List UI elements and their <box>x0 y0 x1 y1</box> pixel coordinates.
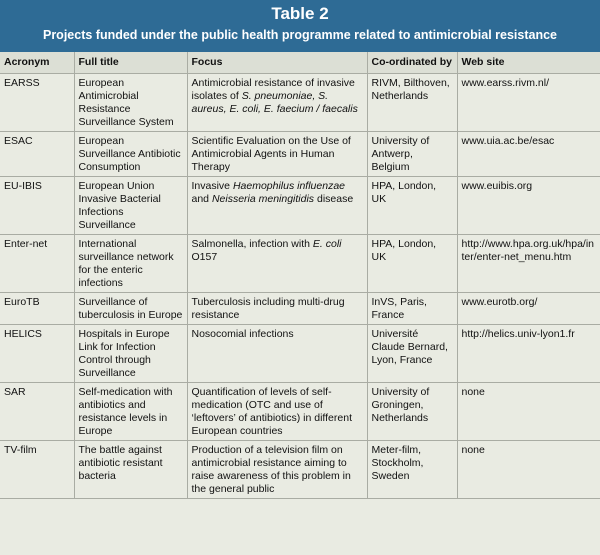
cell-web-site: http://helics.univ-lyon1.fr <box>457 325 600 383</box>
table-row <box>0 441 600 499</box>
table-row <box>0 177 600 235</box>
focus-text: Tuberculosis including multi-drug resistance <box>191 296 345 321</box>
cell-acronym: ESAC <box>0 132 74 177</box>
cell-focus <box>187 177 367 235</box>
cell-web-site: none <box>457 441 600 499</box>
cell-focus <box>187 132 367 177</box>
cell-coordinated-by: RIVM, Bilthoven, Netherlands <box>367 74 457 132</box>
cell-focus <box>187 74 367 132</box>
cell-coordinated-by: University of Groningen, Netherlands <box>367 383 457 441</box>
cell-coordinated-by: HPA, London, UK <box>367 177 457 235</box>
cell-full-title: European Union Invasive Bacterial Infections Surveillance <box>74 177 187 235</box>
cell-acronym: EARSS <box>0 74 74 132</box>
focus-text: Antimicrobial resistance of invasive isolates of <box>191 77 355 102</box>
cell-acronym: TV-film <box>0 441 74 499</box>
table-body <box>0 74 600 499</box>
cell-acronym: HELICS <box>0 325 74 383</box>
focus-text: Salmonella, infection with <box>191 238 313 250</box>
table-header <box>0 0 600 52</box>
cell-acronym: EuroTB <box>0 293 74 325</box>
cell-full-title: Surveillance of tuberculosis in Europe <box>74 293 187 325</box>
column-header-focus: Focus <box>187 52 367 74</box>
cell-acronym: Enter-net <box>0 235 74 293</box>
focus-italic-text: Neisseria meningitidis <box>211 193 315 205</box>
cell-focus <box>187 325 367 383</box>
column-header-web-site: Web site <box>457 52 600 74</box>
focus-text: Nosocomial infections <box>191 328 294 340</box>
cell-full-title: European Antimicrobial Resistance Surveillance System <box>74 74 187 132</box>
focus-text: disease <box>314 193 354 205</box>
focus-text: and <box>191 193 212 205</box>
header-row <box>0 52 600 74</box>
column-header-coordinated-by: Co-ordinated by <box>367 52 457 74</box>
table-row <box>0 293 600 325</box>
cell-web-site: www.euibis.org <box>457 177 600 235</box>
cell-coordinated-by: University of Antwerp, Belgium <box>367 132 457 177</box>
cell-focus <box>187 383 367 441</box>
cell-web-site: http://www.hpa.org.uk/hpa/inter/enter-net_menu.htm <box>457 235 600 293</box>
cell-full-title: The battle against antibiotic resistant bacteria <box>74 441 187 499</box>
table-title: Table 2 <box>271 4 329 23</box>
cell-focus <box>187 293 367 325</box>
cell-full-title: European Surveillance Antibiotic Consumption <box>74 132 187 177</box>
table-row <box>0 74 600 132</box>
focus-text: O157 <box>191 251 218 263</box>
cell-web-site: www.eurotb.org/ <box>457 293 600 325</box>
focus-italic-text: Haemophilus influenzae <box>232 180 346 192</box>
cell-web-site: www.uia.ac.be/esac <box>457 132 600 177</box>
focus-text: Quantification of levels of self-medication (OTC and use of ‘leftovers’ of antibiotics) in different European countries <box>191 386 352 437</box>
cell-full-title: Self-medication with antibiotics and resistance levels in Europe <box>74 383 187 441</box>
cell-coordinated-by: InVS, Paris, France <box>367 293 457 325</box>
focus-text: Invasive <box>191 180 233 192</box>
table-row <box>0 235 600 293</box>
table-row <box>0 325 600 383</box>
cell-focus <box>187 441 367 499</box>
cell-web-site: none <box>457 383 600 441</box>
table-row <box>0 132 600 177</box>
focus-italic-text: E. coli <box>312 238 342 250</box>
focus-text: Production of a television film on antimicrobial resistance aiming to raise awareness of this problem in the general public <box>191 444 351 495</box>
projects-table <box>0 52 600 499</box>
cell-web-site: www.earss.rivm.nl/ <box>457 74 600 132</box>
column-header-acronym: Acronym <box>0 52 74 74</box>
cell-full-title: International surveillance network for the enteric infections <box>74 235 187 293</box>
focus-text: Scientific Evaluation on the Use of Antimicrobial Agents in Human Therapy <box>191 135 351 173</box>
cell-acronym: SAR <box>0 383 74 441</box>
cell-full-title: Hospitals in Europe Link for Infection Control through Surveillance <box>74 325 187 383</box>
cell-coordinated-by: Meter-film, Stockholm, Sweden <box>367 441 457 499</box>
table-row <box>0 383 600 441</box>
focus-italic-text: S. pneumoniae, S. aureus, E. coli, E. faecium / faecalis <box>191 90 358 115</box>
cell-acronym: EU-IBIS <box>0 177 74 235</box>
cell-focus <box>187 235 367 293</box>
table-subtitle: Projects funded under the public health programme related to antimicrobial resistance <box>42 28 557 42</box>
cell-coordinated-by: HPA, London, UK <box>367 235 457 293</box>
column-header-full-title: Full title <box>74 52 187 74</box>
cell-coordinated-by: Université Claude Bernard, Lyon, France <box>367 325 457 383</box>
